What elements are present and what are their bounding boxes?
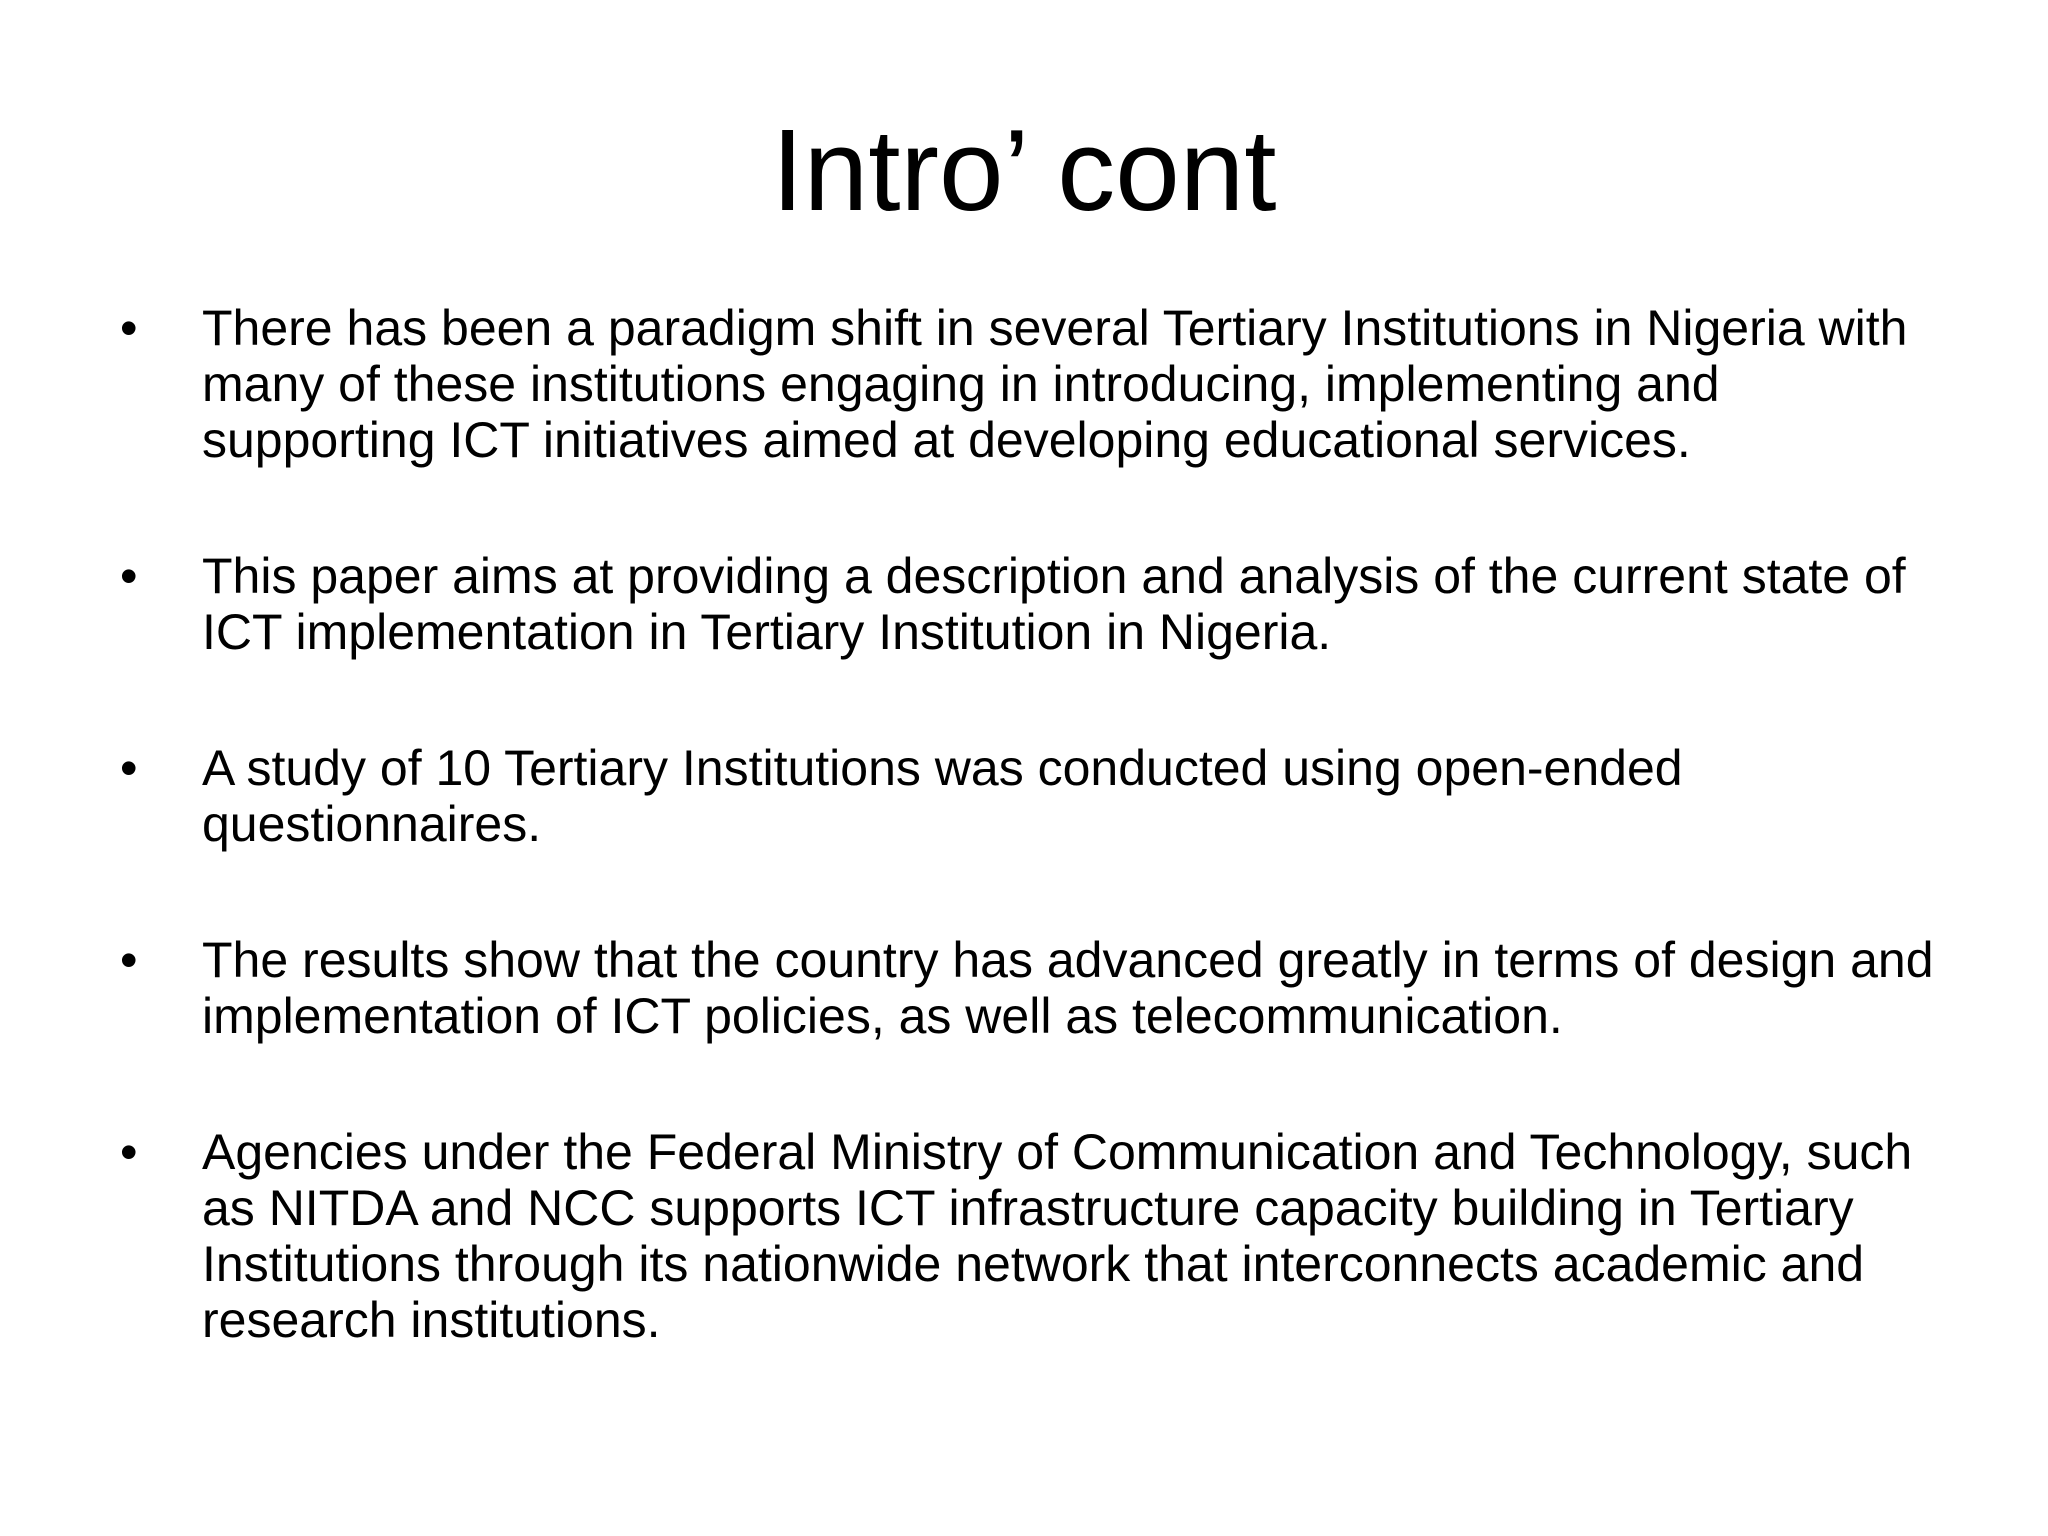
bullet-icon: • <box>120 740 138 796</box>
bullet-icon: • <box>120 932 138 988</box>
bullet-text: The results show that the country has advanced greatly in terms of design and implementation of ICT policies, as well as telecommunication. <box>202 932 1934 1044</box>
bullet-item <box>120 932 1950 1044</box>
bullet-text: Agencies under the Federal Ministry of Communication and Technology, such as NITDA and NCC supports ICT infrastructure capacity building in Tertiary Institutions through its nationwide network that interconnects academic and research institutions. <box>202 1124 1913 1348</box>
slide-title: Intro’ cont <box>771 105 1277 235</box>
bullet-icon: • <box>120 1124 138 1180</box>
bullet-item <box>120 740 1950 852</box>
bullet-text: There has been a paradigm shift in several Tertiary Institutions in Nigeria with many of these institutions engaging in introducing, implementing and supporting ICT initiatives aimed at developing educational services. <box>202 300 1908 468</box>
bullet-list <box>120 300 1950 1348</box>
bullet-text: This paper aims at providing a description and analysis of the current state of ICT implementation in Tertiary Institution in Nigeria. <box>202 548 1906 660</box>
bullet-icon: • <box>120 300 138 356</box>
bullet-item <box>120 548 1950 660</box>
bullet-item <box>120 300 1950 468</box>
bullet-text: A study of 10 Tertiary Institutions was conducted using open-ended questionnaires. <box>202 740 1683 852</box>
bullet-item <box>120 1124 1950 1348</box>
bullet-icon: • <box>120 548 138 604</box>
